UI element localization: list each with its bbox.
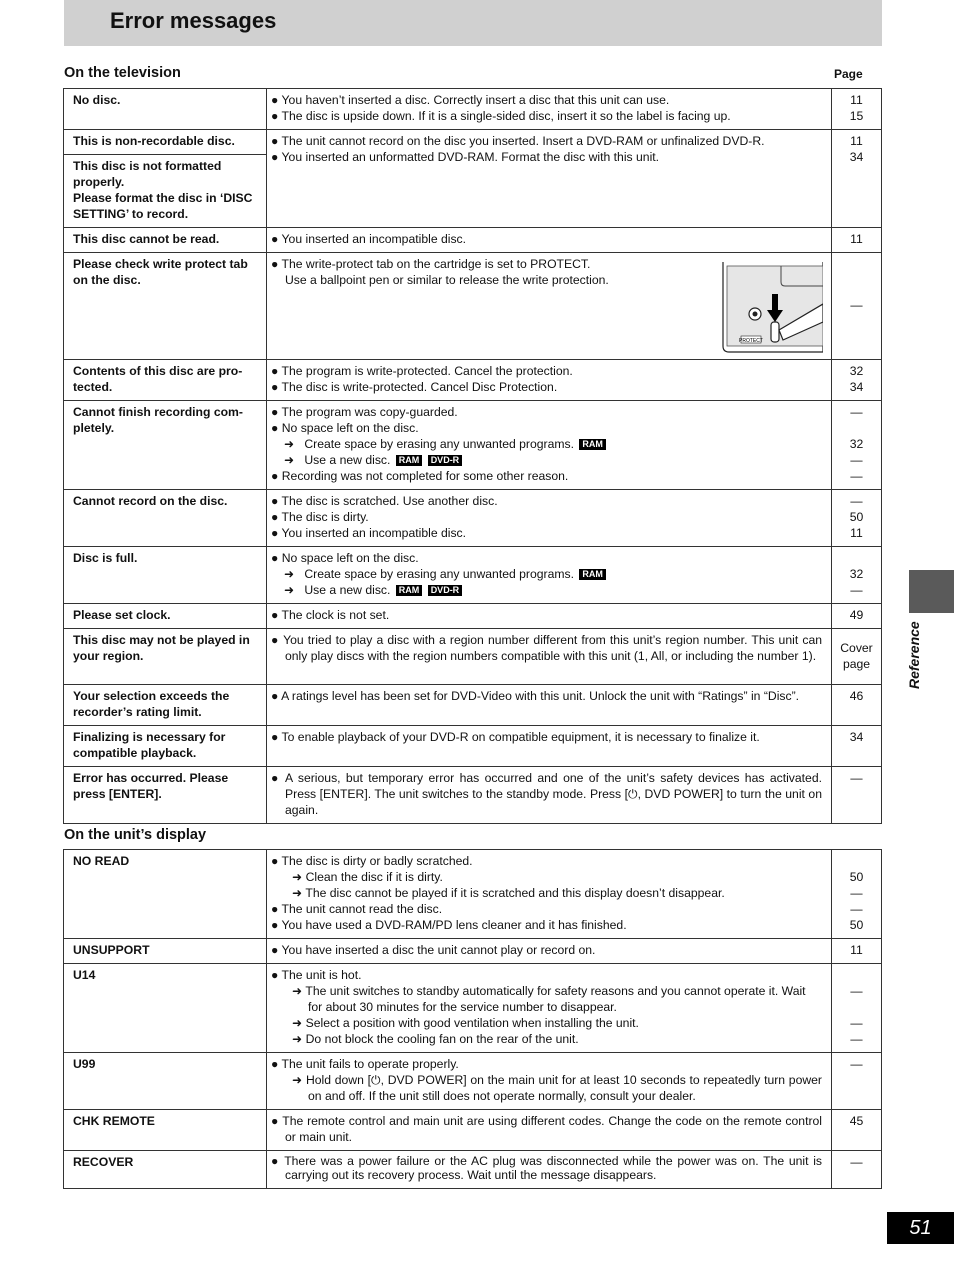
error-causes (267, 401, 832, 490)
error-message: Cannot record on the disc. (64, 490, 267, 547)
arrow-item: ➜ Use a new disc. RAM DVD-R (271, 452, 822, 468)
bullet-item: ● You inserted an unformatted DVD-RAM. Format the disc with this unit. (271, 150, 660, 164)
table-row (64, 767, 882, 824)
table-row (64, 490, 882, 547)
arrow-item: ➜ Create space by erasing any unwanted programs. RAM (271, 436, 822, 452)
bullet-item: ● The unit is hot. (271, 968, 362, 982)
error-causes (267, 253, 832, 360)
error-causes (267, 604, 832, 629)
page-ref: Cover page (832, 629, 882, 685)
bullet-item: ● The disc is scratched. Use another disc. (271, 494, 498, 508)
error-message: Cannot finish recording com-pletely. (64, 401, 267, 490)
error-causes (267, 629, 832, 685)
error-causes (267, 726, 832, 767)
error-causes (267, 130, 832, 228)
bullet-item: ● A ratings level has been set for DVD-Video with this unit. Unlock the unit with “Ratings” in “Disc”. (271, 689, 800, 703)
write-protect-tab-illustration (721, 262, 823, 354)
arrow-item: ➜ Do not block the cooling fan on the rear of the unit. (292, 1032, 579, 1046)
page-title: Error messages (110, 8, 277, 33)
television-errors-table (63, 88, 882, 824)
arrow-item: ➜ Select a position with good ventilation when installing the unit. (292, 1016, 639, 1030)
error-message: No disc. (64, 89, 267, 130)
table-row (64, 964, 882, 1053)
table-row (64, 726, 882, 767)
bullet-item: ● The disc is upside down. If it is a single-sided disc, insert it so the label is facing up. (271, 109, 731, 123)
bullet-item: ● No space left on the disc. (271, 551, 419, 565)
ram-tag: RAM (579, 569, 606, 580)
table-row (64, 547, 882, 604)
page-ref: 11 15 (832, 89, 882, 130)
unit-display-errors-table (63, 849, 882, 1189)
table-row (64, 1151, 882, 1189)
arrow-item: ➜ Use a new disc. RAM DVD-R (271, 582, 822, 598)
error-message: Disc is full. (64, 547, 267, 604)
bullet-item: ● The program is write-protected. Cancel the protection. (271, 364, 573, 378)
table-row (64, 130, 882, 155)
page-ref: 49 (832, 604, 882, 629)
reference-section-tab (909, 570, 954, 613)
bullet-item: ● The disc is dirty. (271, 510, 369, 524)
error-message: CHK REMOTE (64, 1110, 267, 1151)
arrow-item: ➜ Create space by erasing any unwanted programs. RAM (271, 566, 822, 582)
bullet-item: ● The unit fails to operate properly. (271, 1057, 459, 1071)
bullet-item: ● The unit cannot read the disc. (271, 902, 443, 916)
table-row (64, 604, 882, 629)
error-message: RECOVER (64, 1151, 267, 1189)
bullet-item: ● There was a power failure or the AC plug was disconnected while the power was on. The unit is carrying out its recovery process. Wait until the message disappears. (271, 1154, 822, 1182)
bullet-item: ● You inserted an incompatible disc. (271, 232, 467, 246)
bullet-item: ● You have used a DVD-RAM/PD lens cleaner and it has finished. (271, 918, 627, 932)
error-message: Contents of this disc are pro-tected. (64, 360, 267, 401)
page-number: 51 (887, 1212, 954, 1244)
table-row (64, 401, 882, 490)
bullet-item: ● No space left on the disc. (271, 421, 419, 435)
error-message: This is non-recordable disc. (64, 130, 267, 155)
bullet-item: ● The disc is write-protected. Cancel Disc Protection. (271, 380, 558, 394)
error-message: U14 (64, 964, 267, 1053)
table-row (64, 253, 882, 360)
error-causes (267, 939, 832, 964)
table-row (64, 228, 882, 253)
ram-tag: RAM (579, 439, 606, 450)
error-causes (267, 89, 832, 130)
bullet-item: ● You have inserted a disc the unit cannot play or record on. (271, 943, 596, 957)
table-row (64, 1110, 882, 1151)
title-bar (64, 0, 882, 46)
error-causes (267, 228, 832, 253)
section-heading-unit-display: On the unit’s display (64, 827, 207, 843)
bullet-item: ● A serious, but temporary error has occurred and one of the unit’s safety devices has activated. Press [ENTER]. The unit switches to the standby mode. Press [⏻, DVD POWER] to turn the unit on again. (271, 771, 822, 817)
arrow-item: ➜ The unit switches to standby automatically for safety reasons and you cannot operate it. Wait for about 30 minutes for the service number to disappear. (292, 984, 806, 1014)
error-message: U99 (64, 1053, 267, 1110)
table-row (64, 850, 882, 939)
page-ref: 11 (832, 228, 882, 253)
bullet-item: ● Recording was not completed for some other reason. (271, 469, 569, 483)
table-row (64, 360, 882, 401)
bullet-item: ● The clock is not set. (271, 608, 390, 622)
page-ref: 34 (832, 726, 882, 767)
page-ref: — (832, 253, 882, 360)
error-causes (267, 767, 832, 824)
page-ref: 11 34 (832, 130, 882, 228)
page-ref: — (832, 767, 882, 824)
page-column-label: Page (834, 67, 863, 81)
bullet-item: ● The disc is dirty or badly scratched. (271, 854, 473, 868)
reference-section-label: Reference (906, 621, 922, 689)
dvdr-tag: DVD-R (428, 455, 463, 466)
dvdr-tag: DVD-R (428, 585, 463, 596)
error-message: Please check write protect tab on the disc. (64, 253, 267, 360)
error-message: Please set clock. (64, 604, 267, 629)
page-ref: 11 (832, 939, 882, 964)
page-ref: — 32 — — (832, 401, 882, 490)
error-message: This disc may not be played in your region. (64, 629, 267, 685)
table-row (64, 685, 882, 726)
ram-tag: RAM (396, 585, 423, 596)
page-ref: 50 — — 50 (832, 850, 882, 939)
error-causes (267, 1110, 832, 1151)
error-causes (267, 490, 832, 547)
error-message: NO READ (64, 850, 267, 939)
error-message: Error has occurred. Please press [ENTER]. (64, 767, 267, 824)
arrow-item: ➜ Hold down [⏻, DVD POWER] on the main unit for at least 10 seconds to repeatedly turn power on and off. If the unit still does not operate normally, consult your dealer. (292, 1073, 822, 1103)
error-causes (267, 1151, 832, 1189)
error-message: Finalizing is necessary for compatible playback. (64, 726, 267, 767)
error-message: UNSUPPORT (64, 939, 267, 964)
table-row (64, 629, 882, 685)
error-causes (267, 850, 832, 939)
error-causes (267, 360, 832, 401)
error-message: This disc is not formatted properly. Please format the disc in ‘DISC SETTING’ to record. (64, 155, 267, 228)
page-ref: 32 — (832, 547, 882, 604)
page-ref: 45 (832, 1110, 882, 1151)
bullet-item: ● You tried to play a disc with a region number different from this unit’s region number. This unit can only play discs with the region numbers compatible with this unit (1, All, or including the number 1). (271, 633, 823, 663)
error-message: Your selection exceeds the recorder’s rating limit. (64, 685, 267, 726)
error-causes (267, 547, 832, 604)
bullet-item: ● The unit cannot record on the disc you inserted. Insert a DVD-RAM or unfinalized DVD-R. (271, 134, 765, 148)
error-causes (267, 685, 832, 726)
error-causes (267, 964, 832, 1053)
section-heading-television: On the television (64, 65, 181, 81)
page-ref: 46 (832, 685, 882, 726)
page-ref: 32 34 (832, 360, 882, 401)
arrow-item: ➜ The disc cannot be played if it is scratched and this display doesn’t disappear. (292, 886, 725, 900)
table-row (64, 89, 882, 130)
bullet-item: ● You haven’t inserted a disc. Correctly insert a disc that this unit can use. (271, 93, 670, 107)
svg-text:PROTECT: PROTECT (739, 338, 763, 344)
page-ref: — (832, 1053, 882, 1110)
arrow-item: ➜ Clean the disc if it is dirty. (292, 870, 443, 884)
page-ref: — — — (832, 964, 882, 1053)
page-ref: — 50 11 (832, 490, 882, 547)
error-message: This disc cannot be read. (64, 228, 267, 253)
table-row (64, 939, 882, 964)
table-row (64, 1053, 882, 1110)
bullet-item: ● The remote control and main unit are using different codes. Change the code on the remote control or main unit. (271, 1114, 823, 1144)
error-causes (267, 1053, 832, 1110)
bullet-item: ● The program was copy-guarded. (271, 405, 458, 419)
bullet-item: ● To enable playback of your DVD-R on compatible equipment, it is necessary to finalize it. (271, 730, 760, 744)
ram-tag: RAM (396, 455, 423, 466)
page-ref: — (832, 1151, 882, 1189)
bullet-item: ● The write-protect tab on the cartridge is set to PROTECT. Use a ballpoint pen or similar to release the write protection. (271, 257, 609, 287)
bullet-item: ● You inserted an incompatible disc. (271, 526, 467, 540)
